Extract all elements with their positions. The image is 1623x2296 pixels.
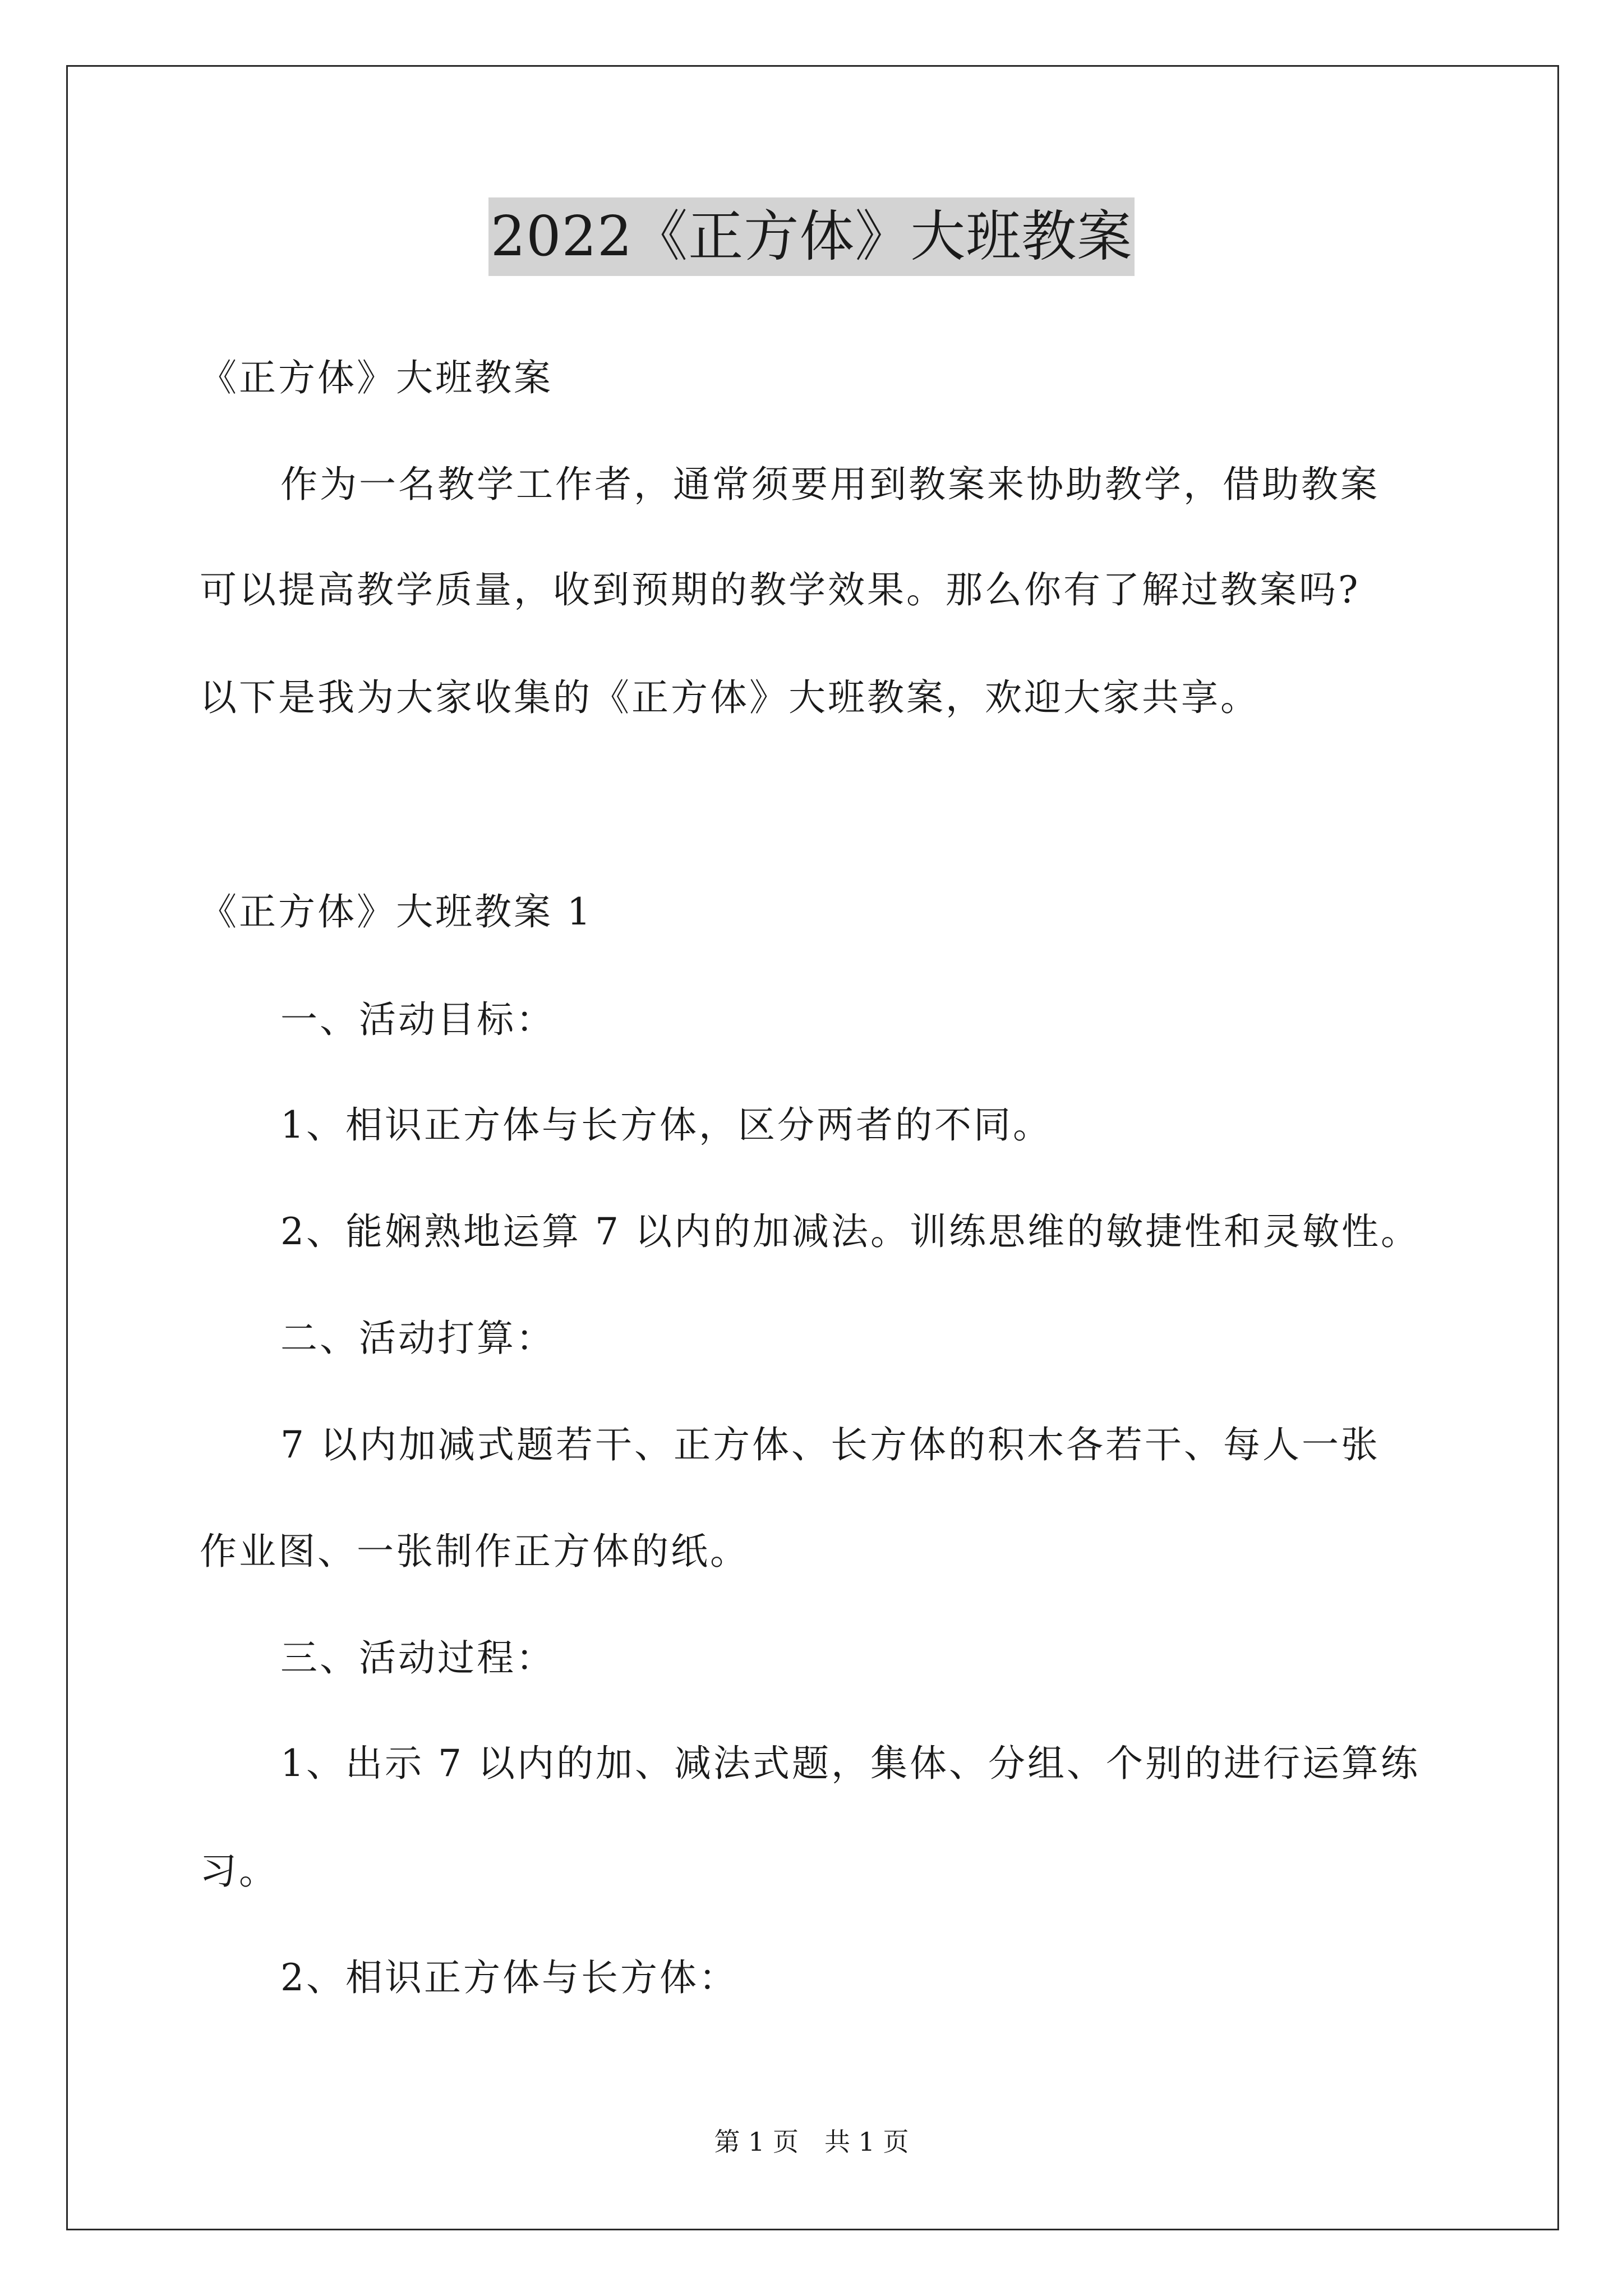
preparation-line-2: 作业图、一张制作正方体的纸。: [200, 1530, 749, 1573]
process-item-1-continued: 习。: [200, 1849, 278, 1893]
heading-activity-process: 三、活动过程：: [280, 1636, 555, 1680]
subtitle-line: 《正方体》大班教案: [200, 356, 553, 399]
document-title: 2022《正方体》大班教案: [488, 197, 1135, 276]
section-heading: 《正方体》大班教案 1: [200, 890, 593, 933]
preparation-line-1: 7 以内加减式题若干、正方体、长方体的积木各若干、每人一张: [280, 1423, 1380, 1466]
heading-activity-goals: 一、活动目标：: [280, 998, 555, 1041]
heading-activity-preparation: 二、活动打算：: [280, 1317, 555, 1360]
title-container: [0, 197, 1623, 276]
goal-item-1: 1、相识正方体与长方体，区分两者的不同。: [280, 1103, 1052, 1147]
process-item-2: 2、相识正方体与长方体：: [280, 1956, 738, 1999]
intro-line-2: 可以提高教学质量，收到预期的教学效果。那么你有了解过教案吗?: [200, 568, 1361, 611]
intro-line-3: 以下是我为大家收集的《正方体》大班教案，欢迎大家共享。: [200, 676, 1260, 719]
page-footer: 第 1 页 共 1 页: [714, 2127, 909, 2157]
goal-item-2: 2、能娴熟地运算 7 以内的加减法。训练思维的敏捷性和灵敏性。: [280, 1210, 1420, 1253]
process-item-1: 1、出示 7 以内的加、减法式题，集体、分组、个别的进行运算练: [280, 1742, 1420, 1785]
intro-line-1: 作为一名教学工作者，通常须要用到教案来协助教学，借助教案: [280, 463, 1380, 506]
